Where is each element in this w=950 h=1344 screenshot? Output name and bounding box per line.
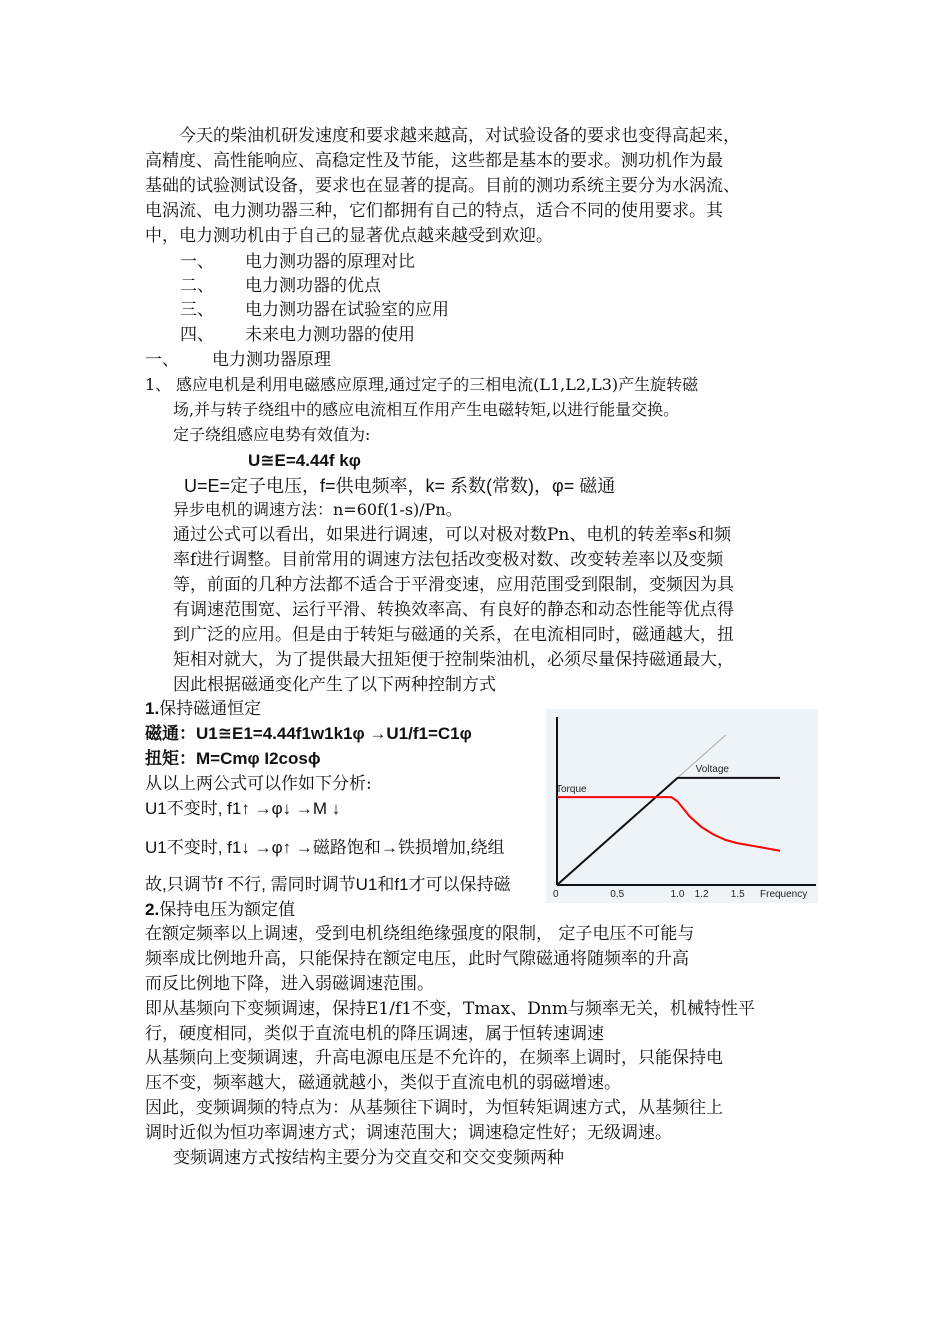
series-label-torque: Torque bbox=[556, 784, 587, 796]
intro-line-3: 基础的试验测试设备，要求也在显著的提高。目前的测功系统主要分为水涡流、 bbox=[145, 176, 740, 196]
mode2-line-8: 因此，变频调频的特点为：从基频往下调时，为恒转矩调速方式，从基频往上 bbox=[145, 1098, 723, 1118]
toc-num-4: 四、 bbox=[180, 325, 214, 345]
x-axis-label: Frequency bbox=[760, 889, 808, 900]
mode1-case-1: U1不变时, f1↑ →φ↓ →M ↓ bbox=[145, 799, 341, 818]
analysis-line-4: 有调速范围宽、运行平滑、转换效率高、有良好的静态和动态性能等优点得 bbox=[173, 600, 734, 620]
mode2-line-5: 行，硬度相同，类似于直流电机的降压调速，属于恒转速调速 bbox=[145, 1024, 604, 1044]
mode1-torque-formula: 扭矩：M=Cmφ I2cosϕ bbox=[145, 749, 321, 768]
mode1-title: 保持磁通恒定 bbox=[159, 699, 262, 719]
section-num: 一、 bbox=[145, 350, 179, 370]
analysis-line-6: 矩相对就大，为了提供最大扭矩便于控制柴油机，必须尽量保持磁通最大， bbox=[173, 650, 734, 670]
mode2-line-2: 频率成比例地升高，只能保持在额定电压，此时气隙磁通将随频率的升高 bbox=[145, 949, 689, 969]
formula-emf: U≅E=4.44f kφ bbox=[248, 451, 361, 470]
analysis-line-1: 通过公式可以看出，如果进行调速，可以对极对数Pn、电机的转差率s和频 bbox=[173, 525, 732, 545]
analysis-line-2: 率f进行调整。目前常用的调速方法包括改变极对数、改变转差率以及变频 bbox=[173, 550, 724, 570]
mode2-line-1: 在额定频率以上调速，受到电机绕组绝缘强度的限制， 定子电压不可能与 bbox=[145, 924, 695, 944]
toc-text-1: 电力测功器的原理对比 bbox=[245, 252, 415, 272]
formula-legend: U=E=定子电压，f=供电频率，k= 系数(常数)，φ= 磁通 bbox=[184, 476, 616, 496]
item-line-1: 感应电机是利用电磁感应原理,通过定子的三相电流(L1,L2,L3)产生旋转磁 bbox=[176, 375, 699, 394]
x-tick-label: 1.5 bbox=[730, 889, 745, 900]
mode2-line-9: 调时近似为恒功率调速方式；调速范围大；调速稳定性好；无级调速。 bbox=[145, 1123, 672, 1143]
voltage-torque-chart bbox=[546, 709, 818, 903]
analysis-line-5: 到广泛的应用。但是由于转矩与磁通的关系，在电流相同时，磁通越大，扭 bbox=[173, 625, 734, 645]
mode2-line-7: 压不变，频率越大，磁通就越小，类似于直流电机的弱磁增速。 bbox=[145, 1073, 621, 1093]
intro-line-1: 今天的柴油机研发速度和要求越来越高，对试验设备的要求也变得高起来， bbox=[179, 126, 740, 146]
item-line-2: 场,并与转子绕组中的感应电流相互作用产生电磁转矩,以进行能量交换。 bbox=[173, 400, 680, 419]
toc-text-4: 未来电力测功器的使用 bbox=[245, 325, 415, 345]
intro-line-5: 中，电力测功机由于自己的显著优点越来越受到欢迎。 bbox=[145, 226, 553, 246]
mode2-title: 保持电压为额定值 bbox=[159, 900, 296, 920]
mode2-num: 2. bbox=[145, 900, 160, 919]
mode2-heading bbox=[145, 898, 295, 922]
toc-num-2: 二、 bbox=[180, 276, 214, 296]
mode1-case-3: 故,只调节f 不行, 需同时调节U1和f1才可以保持磁 bbox=[145, 875, 511, 894]
mode2-line-6: 从基频向上变频调速，升高电源电压是不允许的，在频率上调时，只能保持电 bbox=[145, 1048, 723, 1068]
speed-formula: 异步电机的调速方法：n=60f(1-s)/Pn。 bbox=[173, 500, 462, 519]
series-label-voltage: Voltage bbox=[695, 763, 729, 775]
mode2-last: 变频调速方式按结构主要分为交直交和交交变频两种 bbox=[173, 1148, 564, 1168]
mode1-heading bbox=[145, 697, 261, 721]
toc-num-3: 三、 bbox=[180, 300, 214, 320]
mode2-line-4: 即从基频向下变频调速，保持E1/f1不变，Tmax、Dnm与频率无关，机械特性平 bbox=[145, 999, 755, 1019]
item-line-3: 定子绕组感应电势有效值为: bbox=[173, 425, 371, 444]
toc-text-2: 电力测功器的优点 bbox=[245, 276, 381, 296]
section-title: 电力测功器原理 bbox=[212, 350, 331, 370]
x-tick-label: 0 bbox=[553, 889, 559, 900]
mode1-num: 1. bbox=[145, 699, 160, 718]
x-tick-label: 1.0 bbox=[670, 889, 685, 900]
mode1-flux-formula: 磁通：U1≅E1=4.44f1w1k1φ →U1/f1=C1φ bbox=[145, 724, 472, 743]
toc-text-3: 电力测功器在试验室的应用 bbox=[245, 300, 449, 320]
mode2-line-3: 而反比例地下降，进入弱磁调速范围。 bbox=[145, 974, 434, 994]
toc-num-1: 一、 bbox=[180, 252, 214, 272]
x-tick-label: 1.2 bbox=[694, 889, 709, 900]
item-num: 1、 bbox=[145, 375, 172, 394]
mode1-intro: 从以上两公式可以作如下分析: bbox=[145, 774, 372, 794]
analysis-line-3: 等，前面的几种方法都不适合于平滑变速，应用范围受到限制，变频因为具 bbox=[173, 575, 734, 595]
analysis-line-7: 因此根据磁通变化产生了以下两种控制方式 bbox=[173, 675, 496, 695]
intro-line-4: 电涡流、电力测功器三种，它们都拥有自己的特点，适合不同的使用要求。其 bbox=[145, 201, 723, 221]
x-tick-label: 0.5 bbox=[610, 889, 625, 900]
intro-line-2: 高精度、高性能响应、高稳定性及节能，这些都是基本的要求。测功机作为最 bbox=[145, 151, 723, 171]
mode1-case-2: U1不变时, f1↓ →φ↑ →磁路饱和→铁损增加,绕组 bbox=[145, 838, 505, 857]
